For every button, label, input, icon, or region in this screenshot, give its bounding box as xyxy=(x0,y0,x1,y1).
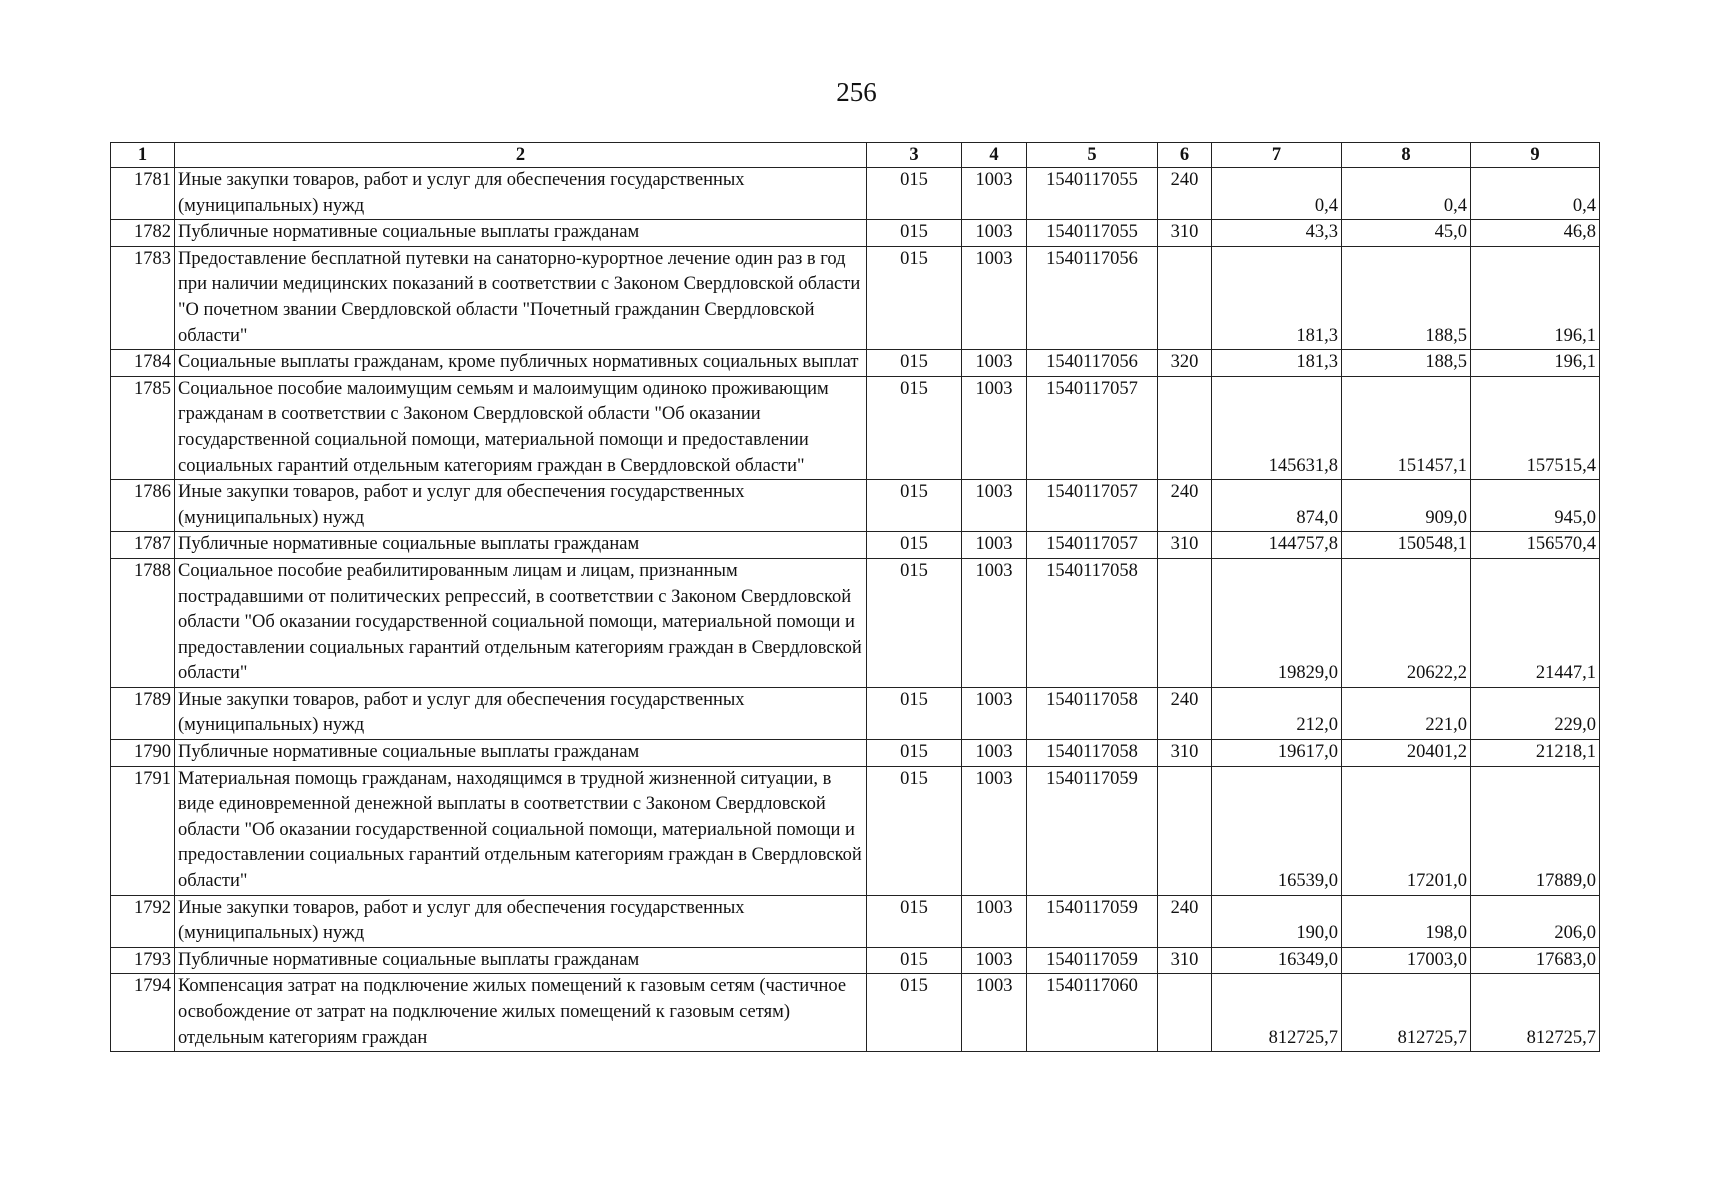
description-cell: Предоставление бесплатной путевки на санаторно-курортное лечение один раз в год при наличии медицинских показаний в соответствии с Законом Свердловской области "О почетном звании Свердловской области "Почетный гражданин Свердловской области" xyxy=(175,246,867,349)
expense-type-cell: 240 xyxy=(1158,687,1212,739)
expense-type-cell xyxy=(1158,766,1212,895)
chapter-code-cell: 015 xyxy=(867,246,962,349)
amount-cell: 196,1 xyxy=(1471,246,1600,349)
section-code-cell: 1003 xyxy=(962,376,1027,479)
table-row xyxy=(111,558,1600,687)
amount-cell: 0,4 xyxy=(1212,168,1342,220)
budget-table xyxy=(110,142,1600,1052)
amount-cell: 45,0 xyxy=(1342,220,1471,247)
header-cell: 5 xyxy=(1027,143,1158,168)
expense-type-cell xyxy=(1158,558,1212,687)
amount-cell: 17201,0 xyxy=(1342,766,1471,895)
amount-cell: 16539,0 xyxy=(1212,766,1342,895)
amount-cell: 181,3 xyxy=(1212,350,1342,377)
section-code-cell: 1003 xyxy=(962,168,1027,220)
target-article-cell: 1540117056 xyxy=(1027,350,1158,377)
header-cell: 8 xyxy=(1342,143,1471,168)
table-row xyxy=(111,947,1600,974)
expense-type-cell: 310 xyxy=(1158,220,1212,247)
table-row xyxy=(111,740,1600,767)
description-cell: Публичные нормативные социальные выплаты гражданам xyxy=(175,532,867,559)
row-number-cell: 1783 xyxy=(111,246,175,349)
amount-cell: 43,3 xyxy=(1212,220,1342,247)
amount-cell: 212,0 xyxy=(1212,687,1342,739)
target-article-cell: 1540117058 xyxy=(1027,687,1158,739)
description-cell: Публичные нормативные социальные выплаты гражданам xyxy=(175,947,867,974)
target-article-cell: 1540117057 xyxy=(1027,532,1158,559)
row-number-cell: 1794 xyxy=(111,974,175,1052)
amount-cell: 812725,7 xyxy=(1342,974,1471,1052)
amount-cell: 188,5 xyxy=(1342,246,1471,349)
amount-cell: 229,0 xyxy=(1471,687,1600,739)
description-cell: Компенсация затрат на подключение жилых помещений к газовым сетям (частичное освобождение от затрат на подключение жилых помещений к газовым сетям) отдельным категориям граждан xyxy=(175,974,867,1052)
amount-cell: 151457,1 xyxy=(1342,376,1471,479)
chapter-code-cell: 015 xyxy=(867,974,962,1052)
amount-cell: 909,0 xyxy=(1342,480,1471,532)
target-article-cell: 1540117060 xyxy=(1027,974,1158,1052)
expense-type-cell: 240 xyxy=(1158,895,1212,947)
expense-type-cell: 310 xyxy=(1158,947,1212,974)
amount-cell: 17683,0 xyxy=(1471,947,1600,974)
expense-type-cell: 240 xyxy=(1158,480,1212,532)
amount-cell: 156570,4 xyxy=(1471,532,1600,559)
chapter-code-cell: 015 xyxy=(867,350,962,377)
table-row xyxy=(111,220,1600,247)
amount-cell: 20622,2 xyxy=(1342,558,1471,687)
section-code-cell: 1003 xyxy=(962,947,1027,974)
expense-type-cell xyxy=(1158,246,1212,349)
row-number-cell: 1792 xyxy=(111,895,175,947)
target-article-cell: 1540117059 xyxy=(1027,947,1158,974)
amount-cell: 144757,8 xyxy=(1212,532,1342,559)
header-cell: 1 xyxy=(111,143,175,168)
description-cell: Публичные нормативные социальные выплаты гражданам xyxy=(175,740,867,767)
expense-type-cell xyxy=(1158,974,1212,1052)
amount-cell: 150548,1 xyxy=(1342,532,1471,559)
amount-cell: 19617,0 xyxy=(1212,740,1342,767)
table-row xyxy=(111,246,1600,349)
table-row xyxy=(111,532,1600,559)
row-number-cell: 1789 xyxy=(111,687,175,739)
amount-cell: 812725,7 xyxy=(1471,974,1600,1052)
amount-cell: 145631,8 xyxy=(1212,376,1342,479)
row-number-cell: 1786 xyxy=(111,480,175,532)
chapter-code-cell: 015 xyxy=(867,740,962,767)
amount-cell: 21218,1 xyxy=(1471,740,1600,767)
table-row xyxy=(111,687,1600,739)
expense-type-cell: 310 xyxy=(1158,740,1212,767)
section-code-cell: 1003 xyxy=(962,558,1027,687)
amount-cell: 221,0 xyxy=(1342,687,1471,739)
target-article-cell: 1540117056 xyxy=(1027,246,1158,349)
row-number-cell: 1785 xyxy=(111,376,175,479)
description-cell: Социальное пособие реабилитированным лицам и лицам, признанным пострадавшими от политических репрессий, в соответствии с Законом Свердловской области "Об оказании государственной социальной помощи, материальной помощи и предоставлении социальных гарантий отдельным категориям граждан в Свердловской области" xyxy=(175,558,867,687)
section-code-cell: 1003 xyxy=(962,766,1027,895)
chapter-code-cell: 015 xyxy=(867,766,962,895)
target-article-cell: 1540117058 xyxy=(1027,740,1158,767)
row-number-cell: 1782 xyxy=(111,220,175,247)
row-number-cell: 1787 xyxy=(111,532,175,559)
table-body xyxy=(111,168,1600,1052)
expense-type-cell: 240 xyxy=(1158,168,1212,220)
amount-cell: 0,4 xyxy=(1342,168,1471,220)
amount-cell: 190,0 xyxy=(1212,895,1342,947)
table-row xyxy=(111,350,1600,377)
target-article-cell: 1540117059 xyxy=(1027,766,1158,895)
expense-type-cell: 310 xyxy=(1158,532,1212,559)
table-row xyxy=(111,766,1600,895)
description-cell: Материальная помощь гражданам, находящимся в трудной жизненной ситуации, в виде единовременной денежной выплаты в соответствии с Законом Свердловской области "Об оказании государственной социальной помощи, материальной помощи и предоставлении социальных гарантий отдельным категориям граждан в Свердловской области" xyxy=(175,766,867,895)
amount-cell: 188,5 xyxy=(1342,350,1471,377)
expense-type-cell: 320 xyxy=(1158,350,1212,377)
amount-cell: 0,4 xyxy=(1471,168,1600,220)
section-code-cell: 1003 xyxy=(962,350,1027,377)
row-number-cell: 1788 xyxy=(111,558,175,687)
table-header-row xyxy=(111,143,1600,168)
amount-cell: 206,0 xyxy=(1471,895,1600,947)
target-article-cell: 1540117059 xyxy=(1027,895,1158,947)
row-number-cell: 1793 xyxy=(111,947,175,974)
target-article-cell: 1540117057 xyxy=(1027,376,1158,479)
chapter-code-cell: 015 xyxy=(867,895,962,947)
amount-cell: 198,0 xyxy=(1342,895,1471,947)
table-row xyxy=(111,895,1600,947)
table-row xyxy=(111,168,1600,220)
amount-cell: 16349,0 xyxy=(1212,947,1342,974)
section-code-cell: 1003 xyxy=(962,532,1027,559)
section-code-cell: 1003 xyxy=(962,687,1027,739)
description-cell: Иные закупки товаров, работ и услуг для обеспечения государственных (муниципальных) нужд xyxy=(175,895,867,947)
header-cell: 4 xyxy=(962,143,1027,168)
target-article-cell: 1540117058 xyxy=(1027,558,1158,687)
amount-cell: 945,0 xyxy=(1471,480,1600,532)
expense-type-cell xyxy=(1158,376,1212,479)
table-row xyxy=(111,376,1600,479)
description-cell: Иные закупки товаров, работ и услуг для обеспечения государственных (муниципальных) нужд xyxy=(175,168,867,220)
chapter-code-cell: 015 xyxy=(867,947,962,974)
header-cell: 3 xyxy=(867,143,962,168)
header-cell: 9 xyxy=(1471,143,1600,168)
amount-cell: 874,0 xyxy=(1212,480,1342,532)
chapter-code-cell: 015 xyxy=(867,532,962,559)
amount-cell: 17003,0 xyxy=(1342,947,1471,974)
chapter-code-cell: 015 xyxy=(867,168,962,220)
amount-cell: 812725,7 xyxy=(1212,974,1342,1052)
amount-cell: 20401,2 xyxy=(1342,740,1471,767)
description-cell: Публичные нормативные социальные выплаты гражданам xyxy=(175,220,867,247)
target-article-cell: 1540117055 xyxy=(1027,168,1158,220)
section-code-cell: 1003 xyxy=(962,740,1027,767)
header-cell: 6 xyxy=(1158,143,1212,168)
table-row xyxy=(111,974,1600,1052)
amount-cell: 181,3 xyxy=(1212,246,1342,349)
chapter-code-cell: 015 xyxy=(867,220,962,247)
amount-cell: 19829,0 xyxy=(1212,558,1342,687)
section-code-cell: 1003 xyxy=(962,895,1027,947)
chapter-code-cell: 015 xyxy=(867,558,962,687)
amount-cell: 21447,1 xyxy=(1471,558,1600,687)
header-cell: 7 xyxy=(1212,143,1342,168)
section-code-cell: 1003 xyxy=(962,480,1027,532)
description-cell: Социальное пособие малоимущим семьям и малоимущим одиноко проживающим гражданам в соответствии с Законом Свердловской области "Об оказании государственной социальной помощи, материальной помощи и предоставлении социальных гарантий отдельным категориям граждан в Свердловской области" xyxy=(175,376,867,479)
chapter-code-cell: 015 xyxy=(867,376,962,479)
description-cell: Иные закупки товаров, работ и услуг для обеспечения государственных (муниципальных) нужд xyxy=(175,480,867,532)
row-number-cell: 1784 xyxy=(111,350,175,377)
amount-cell: 196,1 xyxy=(1471,350,1600,377)
table-row xyxy=(111,480,1600,532)
chapter-code-cell: 015 xyxy=(867,480,962,532)
target-article-cell: 1540117057 xyxy=(1027,480,1158,532)
section-code-cell: 1003 xyxy=(962,246,1027,349)
target-article-cell: 1540117055 xyxy=(1027,220,1158,247)
row-number-cell: 1781 xyxy=(111,168,175,220)
section-code-cell: 1003 xyxy=(962,974,1027,1052)
description-cell: Социальные выплаты гражданам, кроме публичных нормативных социальных выплат xyxy=(175,350,867,377)
chapter-code-cell: 015 xyxy=(867,687,962,739)
section-code-cell: 1003 xyxy=(962,220,1027,247)
description-cell: Иные закупки товаров, работ и услуг для обеспечения государственных (муниципальных) нужд xyxy=(175,687,867,739)
row-number-cell: 1791 xyxy=(111,766,175,895)
page-number: 256 xyxy=(836,77,877,107)
row-number-cell: 1790 xyxy=(111,740,175,767)
amount-cell: 157515,4 xyxy=(1471,376,1600,479)
header-cell: 2 xyxy=(175,143,867,168)
amount-cell: 17889,0 xyxy=(1471,766,1600,895)
amount-cell: 46,8 xyxy=(1471,220,1600,247)
